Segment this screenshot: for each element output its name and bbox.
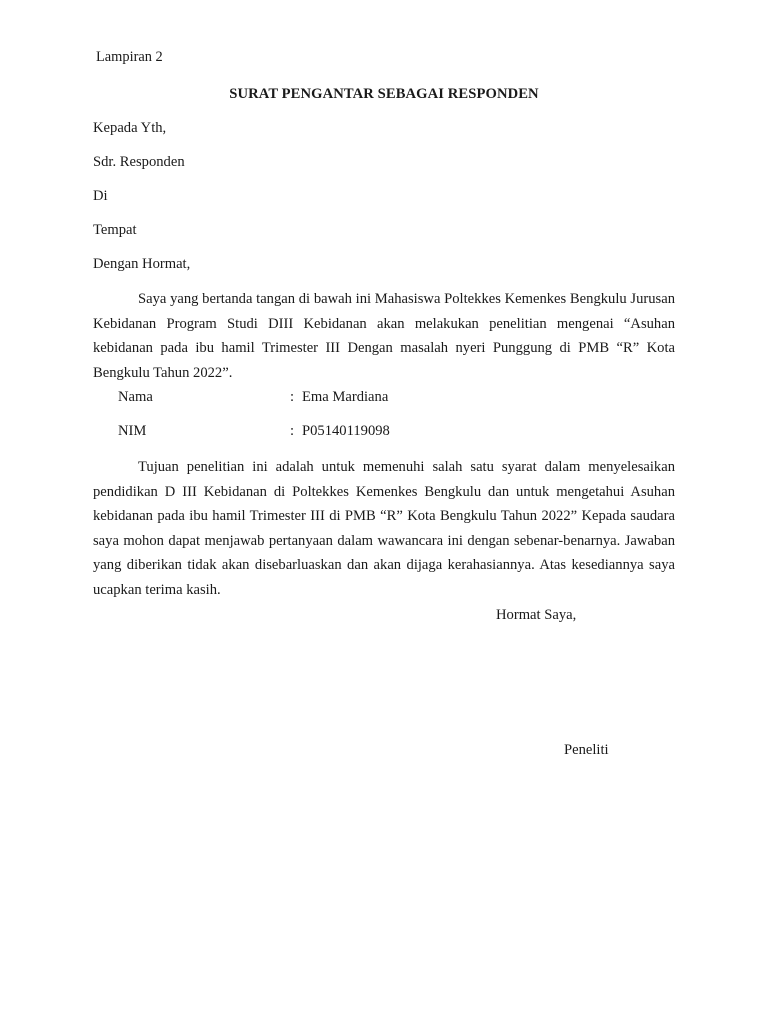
nim-colon: :: [290, 423, 295, 439]
intro-paragraph-text: Saya yang bertanda tangan di bawah ini Mahasiswa Poltekkes Kemenkes Bengkulu Jurusan Kebidanan Program Studi DIII Kebidanan akan melakukan penelitian mengenai “Asuhan kebidanan pada ibu hamil Trimester III Dengan masalah nyeri Punggung di PMB “R” Kota Bengkulu Tahun 2022”.: [93, 291, 675, 381]
nim-label: NIM: [118, 423, 147, 439]
recipient-salutation: Kepada Yth,: [93, 120, 167, 136]
intro-paragraph: [93, 287, 675, 385]
name-colon: :: [290, 389, 295, 405]
nim-value: P05140119098: [302, 423, 390, 439]
recipient-name: Sdr. Responden: [93, 154, 185, 170]
purpose-paragraph: [93, 455, 675, 602]
recipient-di: Di: [93, 188, 108, 204]
purpose-paragraph-text: Tujuan penelitian ini adalah untuk memenuhi salah satu syarat dalam menyelesaikan pendidikan D III Kebidanan di Poltekkes Kemenkes Bengkulu dan untuk mengetahui Asuhan kebidanan pada ibu hamil Trimester III di PMB “R” Kota Bengkulu Tahun 2022” Kepada saudara saya mohon dapat menjawab pertanyaan dalam wawancara ini dengan sebenar-benarnya. Jawaban yang diberikan tidak akan disebarluaskan dan akan dijaga kerahasiannya. Atas kesediannya saya ucapkan terima kasih.: [93, 459, 675, 598]
opening-greeting: Dengan Hormat,: [93, 256, 191, 272]
attachment-label: Lampiran 2: [96, 49, 163, 65]
signatory-title: Peneliti: [564, 742, 609, 758]
recipient-place: Tempat: [93, 222, 137, 238]
name-label: Nama: [118, 389, 153, 405]
closing-salutation: Hormat Saya,: [496, 607, 577, 623]
letter-title: SURAT PENGANTAR SEBAGAI RESPONDEN: [229, 86, 539, 102]
name-value: Ema Mardiana: [302, 389, 389, 405]
